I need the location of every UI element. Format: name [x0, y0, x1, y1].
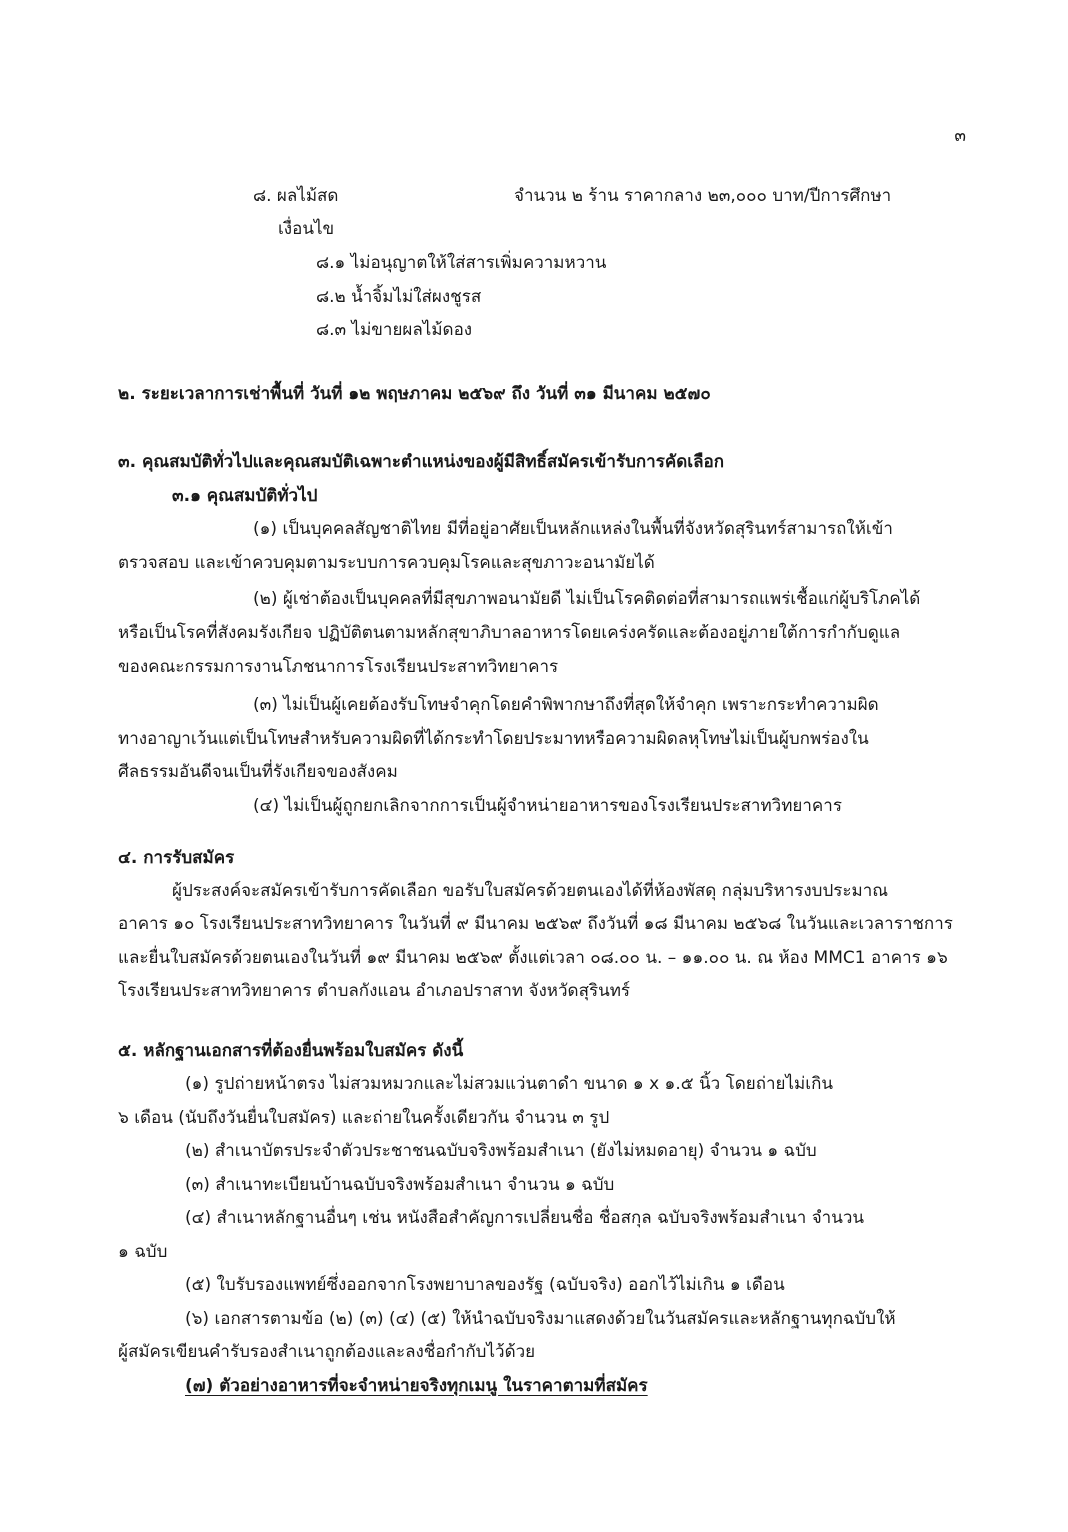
- section4-line: อาคาร ๑๐ โรงเรียนประสาทวิทยาคาร ในวันที่ ๙ มีนาคม ๒๕๖๙ ถึงวันที่ ๑๘ มีนาคม ๒๕๖๘ ในวันและเวลาราชการ: [118, 914, 953, 934]
- item8-condition-1: ๘.๑ ไม่อนุญาตให้ใส่สารเพิ่มความหวาน: [316, 253, 607, 273]
- item8-title: ๘. ผลไม้สด: [253, 186, 339, 206]
- section5-line: ๑ ฉบับ: [118, 1242, 168, 1262]
- section5-line: (๑) รูปถ่ายหน้าตรง ไม่สวมหมวกและไม่สวมแว่นตาดำ ขนาด ๑ x ๑.๕ นิ้ว โดยถ่ายไม่เกิน: [185, 1074, 833, 1094]
- section3-line: ทางอาญาเว้นแต่เป็นโทษสำหรับความผิดที่ได้กระทำโดยประมาทหรือความผิดลหุโทษไม่เป็นผู้บกพร่องใน: [118, 729, 869, 749]
- section3-subheading: ๓.๑ คุณสมบัติทั่วไป: [172, 486, 318, 506]
- section5-line: (๔) สำเนาหลักฐานอื่นๆ เช่น หนังสือสำคัญการเปลี่ยนชื่อ ชื่อสกุล ฉบับจริงพร้อมสำเนา จำนวน: [185, 1208, 864, 1228]
- section5-heading: ๕. หลักฐานเอกสารที่ต้องยื่นพร้อมใบสมัคร ดังนี้: [118, 1041, 464, 1061]
- section5-line-underlined: (๗) ตัวอย่างอาหารที่จะจำหน่ายจริงทุกเมนู ในราคาตามที่สมัคร: [185, 1376, 648, 1396]
- section4-line: และยื่นใบสมัครด้วยตนเองในวันที่ ๑๙ มีนาคม ๒๕๖๙ ตั้งแต่เวลา ๐๘.๐๐ น. – ๑๑.๐๐ น. ณ ห้อง MMC1 อาคาร ๑๖: [118, 948, 948, 968]
- section5-line: (๕) ใบรับรองแพทย์ซึ่งออกจากโรงพยาบาลของรัฐ (ฉบับจริง) ออกไว้ไม่เกิน ๑ เดือน: [185, 1275, 785, 1295]
- section4-heading: ๔. การรับสมัคร: [118, 848, 235, 868]
- section5-line: (๖) เอกสารตามข้อ (๒) (๓) (๔) (๕) ให้นำฉบับจริงมาแสดงด้วยในวันสมัครและหลักฐานทุกฉบับให้: [185, 1309, 896, 1329]
- section3-line: หรือเป็นโรคที่สังคมรังเกียจ ปฏิบัติตนตามหลักสุขาภิบาลอาหารโดยเคร่งครัดและต้องอยู่ภายใต้การกำกับดูแล: [118, 623, 901, 643]
- page-number: ๓: [954, 126, 966, 146]
- section4-line: โรงเรียนประสาทวิทยาคาร ตำบลกังแอน อำเภอปราสาท จังหวัดสุรินทร์: [118, 981, 631, 1001]
- section5-line: ๖ เดือน (นับถึงวันยื่นใบสมัคร) และถ่ายในครั้งเดียวกัน จำนวน ๓ รูป: [118, 1108, 610, 1128]
- section5-line: ผู้สมัครเขียนคำรับรองสำเนาถูกต้องและลงชื่อกำกับไว้ด้วย: [118, 1342, 536, 1362]
- section3-line: ของคณะกรรมการงานโภชนาการโรงเรียนประสาทวิทยาคาร: [118, 657, 559, 677]
- section3-line: (๔) ไม่เป็นผู้ถูกยกเลิกจากการเป็นผู้จำหน่ายอาหารของโรงเรียนประสาทวิทยาคาร: [253, 796, 842, 816]
- item8-conditions-label: เงื่อนไข: [278, 219, 335, 239]
- section3-line: (๒) ผู้เช่าต้องเป็นบุคคลที่มีสุขภาพอนามัยดี ไม่เป็นโรคติดต่อที่สามารถแพร่เชื้อแก่ผู้บริโภคได้: [253, 589, 921, 609]
- section3-line: (๓) ไม่เป็นผู้เคยต้องรับโทษจำคุกโดยคำพิพากษาถึงที่สุดให้จำคุก เพราะกระทำความผิด: [253, 695, 879, 715]
- section5-line: (๓) สำเนาทะเบียนบ้านฉบับจริงพร้อมสำเนา จำนวน ๑ ฉบับ: [185, 1175, 615, 1195]
- section2-heading: ๒. ระยะเวลาการเช่าพื้นที่ วันที่ ๑๒ พฤษภาคม ๒๕๖๙ ถึง วันที่ ๓๑ มีนาคม ๒๕๗๐: [118, 384, 711, 404]
- item8-amount: จำนวน ๒ ร้าน ราคากลาง ๒๓,๐๐๐ บาท/ปีการศึกษา: [514, 186, 892, 206]
- section4-line: ผู้ประสงค์จะสมัครเข้ารับการคัดเลือก ขอรับใบสมัครด้วยตนเองได้ที่ห้องพัสดุ กลุ่มบริหารงบประมาณ: [172, 881, 889, 901]
- section3-heading: ๓. คุณสมบัติทั่วไปและคุณสมบัติเฉพาะตำแหน่งของผู้มีสิทธิ์สมัครเข้ารับการคัดเลือก: [118, 452, 725, 472]
- item8-condition-2: ๘.๒ น้ำจิ้มไม่ใส่ผงชูรส: [316, 287, 482, 307]
- item8-condition-3: ๘.๓ ไม่ขายผลไม้ดอง: [316, 320, 473, 340]
- section5-line: (๒) สำเนาบัตรประจำตัวประชาชนฉบับจริงพร้อมสำเนา (ยังไม่หมดอายุ) จำนวน ๑ ฉบับ: [185, 1141, 817, 1161]
- section3-line: ตรวจสอบ และเข้าควบคุมตามระบบการควบคุมโรคและสุขภาวะอนามัยได้: [118, 553, 655, 573]
- section3-line: (๑) เป็นบุคคลสัญชาติไทย มีที่อยู่อาศัยเป็นหลักแหล่งในพื้นที่จังหวัดสุรินทร์สามารถให้เข้า: [253, 519, 893, 539]
- section3-line: ศีลธรรมอันดีจนเป็นที่รังเกียจของสังคม: [118, 762, 398, 782]
